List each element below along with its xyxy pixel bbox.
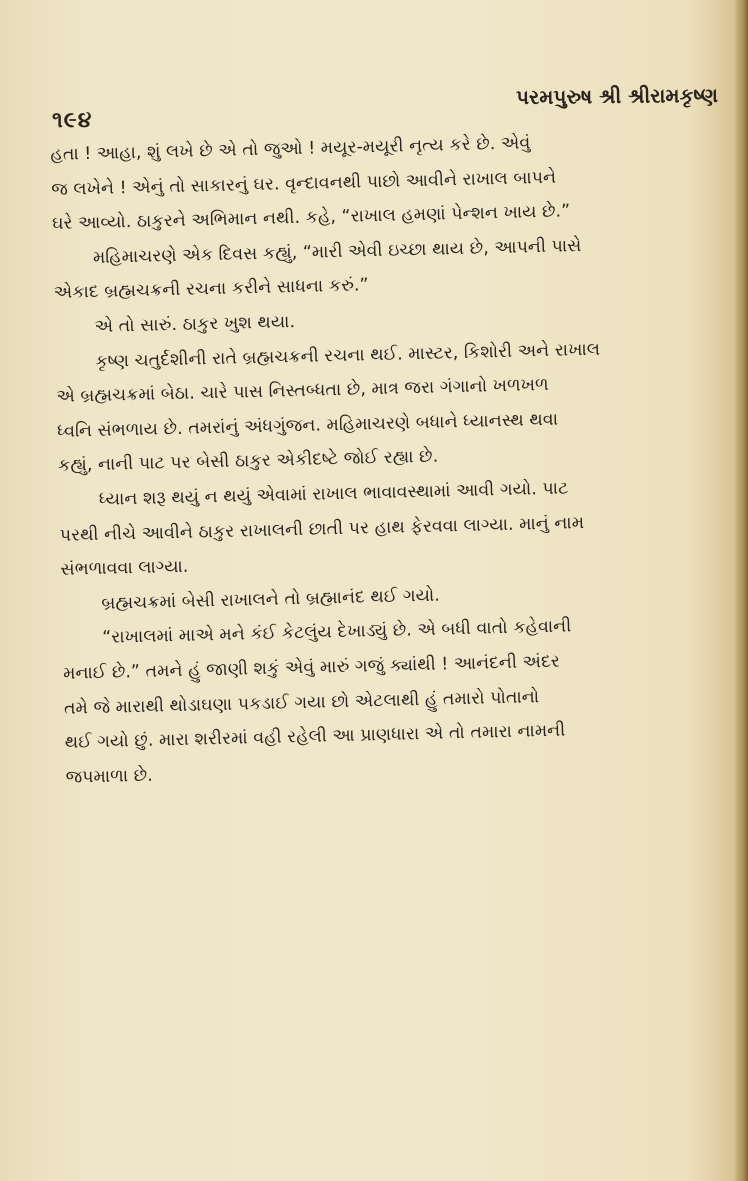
text-line: કૃષ્ણ ચતુર્દશીની રાતે બ્રહ્મચક્રની રચના થઈ. માસ્ટર, કિશોરી અને રાખાલ bbox=[95, 339, 601, 372]
page-number: ૧૯૪ bbox=[52, 108, 93, 133]
running-header: પરમપુરુષ શ્રી શ્રીરામકૃષ્ણ bbox=[515, 82, 719, 110]
text-line: ઘરે આવ્યો. ઠાકુરને અભિમાન નથી. કહે, “રાખાલ હમણાં પેન્શન ખાય છે.” bbox=[51, 201, 571, 235]
text-line: બ્રહ્મચક્રમાં બેસી રાખાલને તો બ્રહ્માનંદ થઈ ગયો. bbox=[101, 585, 441, 614]
body-text bbox=[50, 121, 746, 795]
text-line: જ લખેને ! એનું તો સાકારનું ઘર. વૃન્દાવનથી પાછો આવીને રાખાલ બાપને bbox=[51, 167, 557, 200]
text-line: એ બ્રહ્મચક્રમાં બેઠા. ચારે પાસ નિસ્તબ્ધતા છે, માત્ર જરા ગંગાનો ખળખળ bbox=[56, 375, 549, 408]
text-line: જપમાળા છે. bbox=[65, 765, 154, 788]
text-line: ધ્યાન શરૂ થયું ન થયું એવામાં રાખાલ ભાવાવસ્થામાં આવી ગયો. પાટ bbox=[98, 478, 569, 510]
text-line: મનાઈ છે.” તમને હું જાણી શકું એવું મારું ગજું ક્યાંથી ! આનંદની અંદર bbox=[62, 651, 561, 684]
text-line: “રાખાલમાં માએ મને કંઈ કેટલુંય દેખાડ્યું છે. એ બધી વાતો કહેવાની bbox=[101, 616, 572, 649]
text-line: એકાદ બ્રહ્મચક્રની રચના કરીને સાધના કરું.” bbox=[53, 275, 369, 304]
text-line: પરથી નીચે આવીને ઠાકુર રાખાલની છાતી પર હાથ ફેરવવા લાગ્યા. માનું નામ bbox=[59, 512, 585, 546]
text-line: થઈ ગયો છું. મારા શરીરમાં વહી રહેલી આ પ્રાણધારા એ તો તમારા નામની bbox=[64, 720, 566, 753]
text-line: મહિમાચરણે એક દિવસ કહ્યું, “મારી એવી ઇચ્છા થાય છે, આપની પાસે bbox=[92, 235, 582, 268]
text-line: એ તો સારું. ઠાકુર ખુશ થયા. bbox=[94, 312, 296, 337]
text-line: કહ્યું, નાની પાટ પર બેસી ઠાકુર એકીદષ્ટે જોઈ રહ્યા છે. bbox=[57, 446, 439, 477]
text-line: હતા ! આહા, શું લખે છે એ તો જુઓ ! મયૂર-મયૂરી નૃત્ય કરે છે. એવું bbox=[50, 133, 531, 165]
text-line: સંભળાવવા લાગ્યા. bbox=[60, 556, 189, 580]
text-line: ધ્વનિ સંભળાય છે. તમરાંનું અંધગુંજન. મહિમાચરણે બધાને ધ્યાનસ્થ થવા bbox=[56, 409, 559, 442]
text-line: તમે જે મારાથી થોડાઘણા પકડાઈ ગયા છો એટલાથી હું તમારો પોતાનો bbox=[63, 686, 540, 719]
